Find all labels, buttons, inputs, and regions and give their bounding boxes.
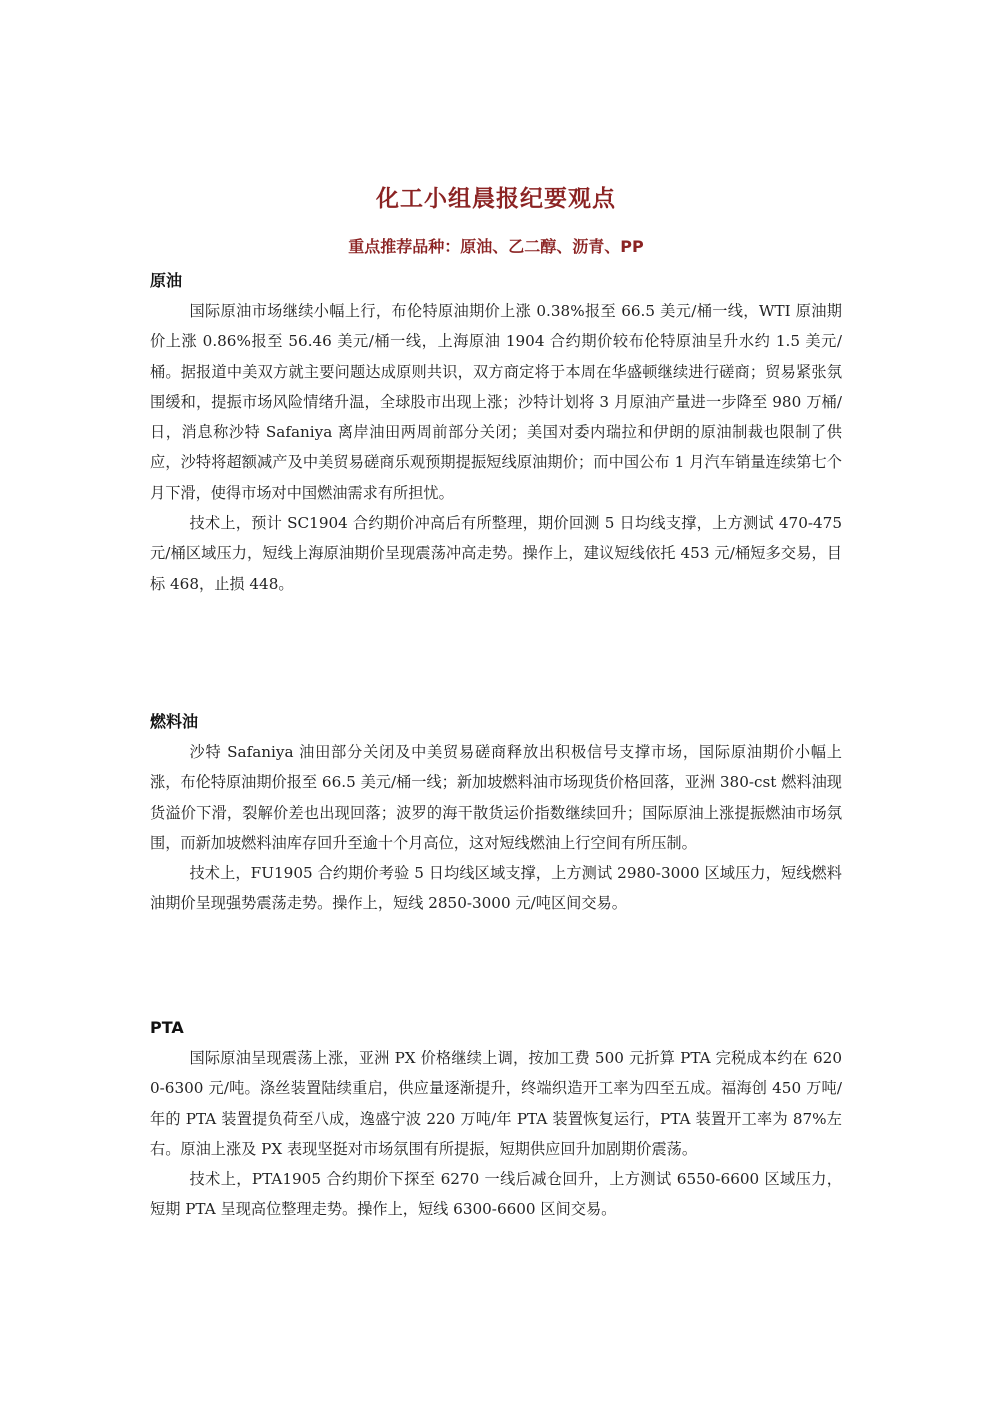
section-pta	[150, 1013, 842, 1225]
paragraph: 国际原油市场继续小幅上行，布伦特原油期价上涨 0.38%报至 66.5 美元/桶一线，WTI 原油期价上涨 0.86%报至 56.46 美元/桶一线，上海原油 1904 合约期价较布伦特原油呈升水约 1.5 美元/桶。据报道中美双方就主要问题达成原则共识，双方商定将于本周在华盛顿继续进行磋商；贸易紧张氛围缓和，提振市场风险情绪升温，全球股市出现上涨；沙特计划将 3 月原油产量进一步降至 980 万桶/日，消息称沙特 Safaniya 离岸油田两周前部分关闭；美国对委内瑞拉和伊朗的原油制裁也限制了供应，沙特将超额减产及中美贸易磋商乐观预期提振短线原油期价；而中国公布 1 月汽车销量连续第七个月下滑，使得市场对中国燃油需求有所担忧。	[150, 302, 842, 502]
paragraph: 技术上，预计 SC1904 合约期价冲高后有所整理，期价回测 5 日均线支撑，上方测试 470-475 元/桶区域压力，短线上海原油期价呈现震荡冲高走势。操作上，建议短线依托 453 元/桶短多交易，目标 468，止损 448。	[150, 514, 842, 593]
section-fuel-oil	[150, 707, 842, 919]
section-heading: PTA	[150, 1018, 184, 1037]
paragraph: 技术上，FU1905 合约期价考验 5 日均线区域支撑，上方测试 2980-3000 区域压力，短线燃料油期价呈现强势震荡走势。操作上，短线 2850-3000 元/吨区间交易。	[150, 864, 842, 913]
section-heading: 原油	[150, 271, 183, 290]
page-subtitle: 重点推荐品种：原油、乙二醇、沥青、PP	[348, 237, 644, 256]
paragraph: 国际原油呈现震荡上涨，亚洲 PX 价格继续上调，按加工费 500 元折算 PTA 完税成本约在 6200-6300 元/吨。涤丝装置陆续重启，供应量逐渐提升，终端织造开工率为四至五成。福海创 450 万吨/年的 PTA 装置提负荷至八成，逸盛宁波 220 万吨/年 PTA 装置恢复运行，PTA 装置开工率为 87%左右。原油上涨及 PX 表现坚挺对市场氛围有所提振，短期供应回升加剧期价震荡。	[150, 1049, 842, 1158]
paragraph: 技术上，PTA1905 合约期价下探至 6270 一线后减仓回升，上方测试 6550-6600 区域压力，短期 PTA 呈现高位整理走势。操作上，短线 6300-6600 区间交易。	[150, 1170, 842, 1219]
paragraph: 沙特 Safaniya 油田部分关闭及中美贸易磋商释放出积极信号支撑市场，国际原油期价小幅上涨，布伦特原油期价报至 66.5 美元/桶一线；新加坡燃料油市场现货价格回落，亚洲 380-cst 燃料油现货溢价下滑，裂解价差也出现回落；波罗的海干散货运价指数继续回升；国际原油上涨提振燃油市场氛围，而新加坡燃料油库存回升至逾十个月高位，这对短线燃油上行空间有所压制。	[150, 743, 842, 852]
section-crude-oil	[150, 266, 842, 599]
section-heading: 燃料油	[150, 712, 199, 731]
page-title: 化工小组晨报纪要观点	[376, 186, 616, 212]
